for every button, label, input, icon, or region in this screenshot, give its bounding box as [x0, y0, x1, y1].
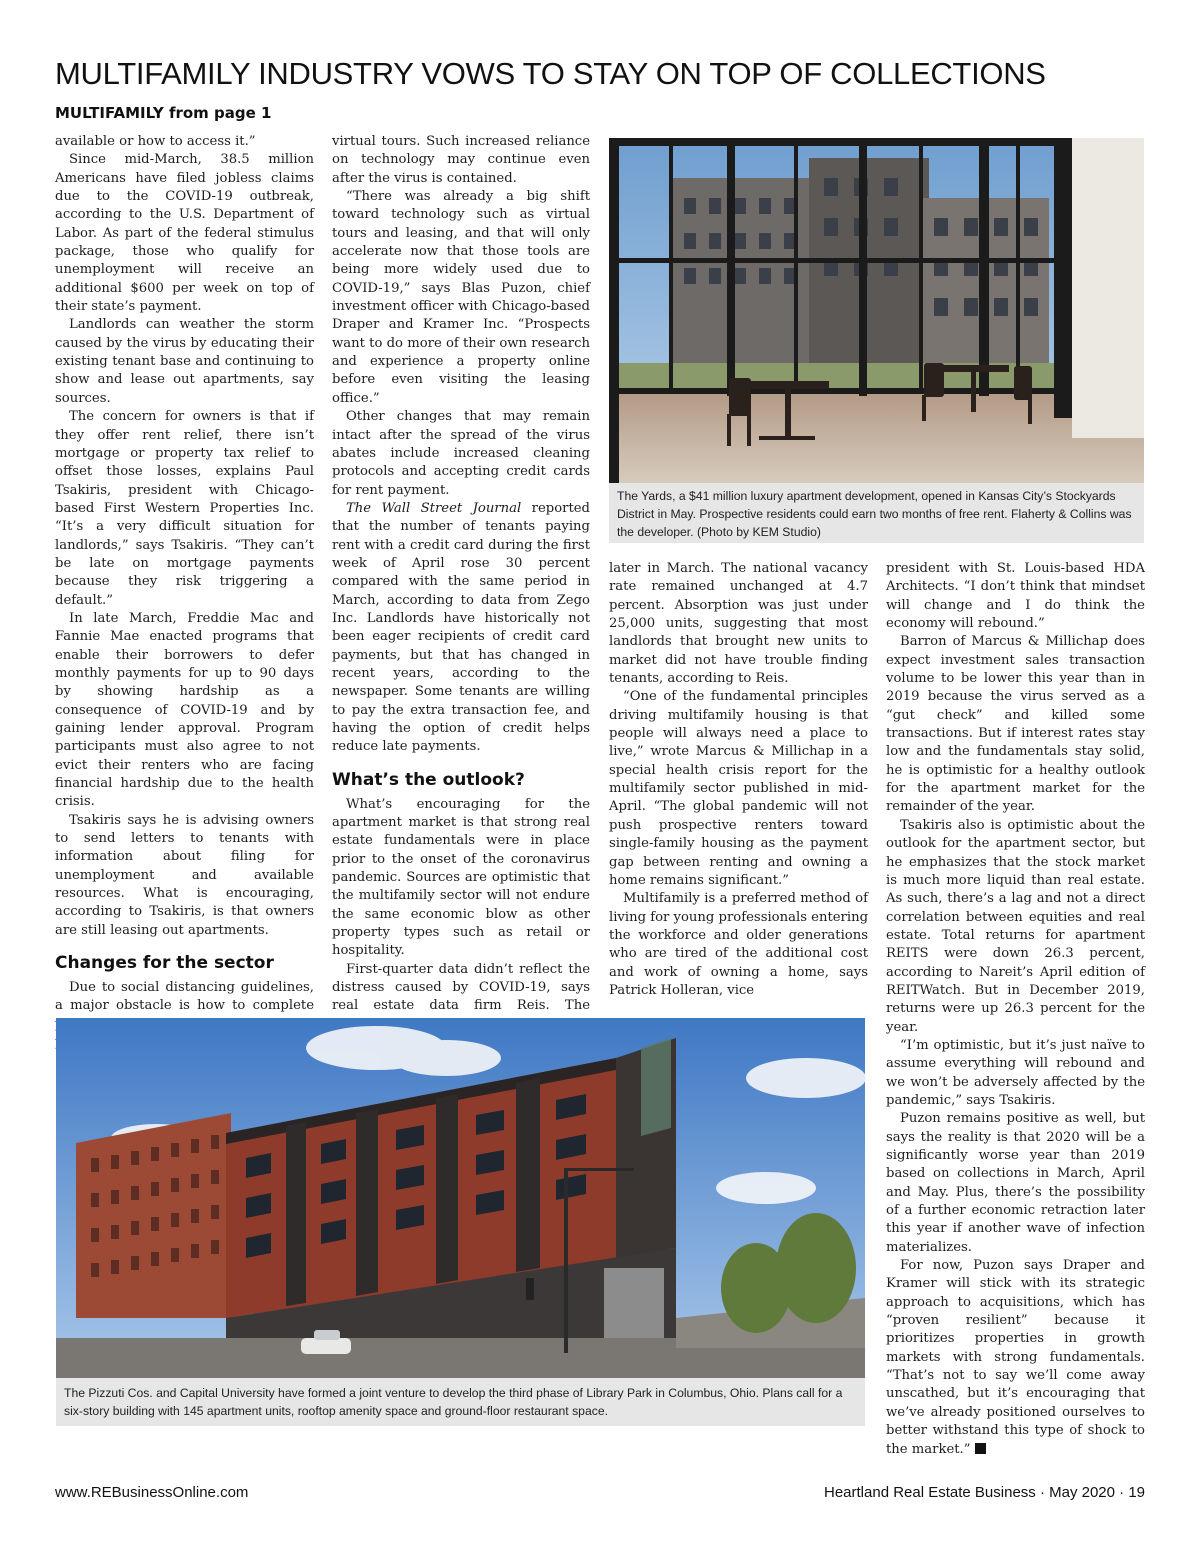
article-column-1 — [55, 133, 314, 1013]
photo-the-yards — [609, 138, 1144, 483]
paragraph-text: For now, Puzon says Draper and Kramer will stick with its strategic approach to acquisitions, which has “proven resilient” because it prioritizes properties in growth markets with strong fundamentals. “That’s not to say we’ll come away unscathed, but it’s encouraging that we’ve already positioned ourselves to better withstand this type of shock to the market.” — [886, 1258, 1145, 1457]
photo-library-park-rendering — [56, 1018, 865, 1378]
paragraph: What’s encouraging for the apartment market is that strong real estate fundamentals were in place prior to the onset of the coronavirus pandemic. Sources are optimistic that the multifamily sector will not endure the same economic blow as other property types such as retail or hospitality. — [332, 796, 590, 959]
paragraph: “One of the fundamental principles driving multifamily housing is that people will always need a place to live,” wrote Marcus & Millichap in a special health crisis report for the multifamily sector published in mid-April. “The global pandemic will not push prospective renters toward single-family housing as the payment gap between renting and owning a home remains significant.” — [609, 689, 868, 888]
paragraph: Tsakiris says he is advising owners to send letters to tenants with information about filing for unemployment and available resources. What is encouraging, according to Tsakiris, is that owners are still leasing out apartments. — [55, 812, 314, 938]
paragraph: Barron of Marcus & Millichap does expect investment sales transaction volume to be lower this year than in 2019 because the virus served as a “gut check” and killed some transactions. But if interest rates stay low and the fundamentals stay solid, he is optimistic for a healthy outlook for the apartment market for the remainder of the year. — [886, 634, 1145, 815]
article-column-2 — [332, 133, 590, 1013]
paragraph: Landlords can weather the storm caused by the virus by educating their existing tenant base and continuing to show and lease out apartments, say sources. — [55, 317, 314, 406]
paragraph: Multifamily is a preferred method of living for young professionals entering the workforce and older generations who are tired of the additional cost and work of owning a home, says Patrick Holleran, vice — [609, 891, 869, 998]
paragraph: Puzon remains positive as well, but says the reality is that 2020 will be a significantly worse year than 2019 based on collections in March, April and May. Plus, there’s the possibility of a further economic retraction later this year if another wave of infection materializes. — [886, 1111, 1145, 1255]
paragraph: Other changes that may remain intact after the spread of the virus abates include increased cleaning protocols and accepting credit cards for rent payment. — [332, 409, 590, 498]
photo-library-park-illustration — [56, 1018, 865, 1378]
paragraph: later in March. The national vacancy rate remained unchanged at 4.7 percent. Absorption was just under 25,000 units, suggesting that most landlords that brought new units to market did not have trouble finding tenants, according to Reis. — [609, 561, 868, 687]
article-column-3 — [609, 560, 868, 1010]
paragraph: In late March, Freddie Mac and Fannie Mae enacted programs that enable their borrowers to defer monthly payments for up to 90 days by showing hardship as a consequence of COVID-19 and by gaining lender approval. Program participants must also agree to not evict their renters who are facing financial hardship due to the health crisis. — [55, 610, 314, 810]
photo-the-yards-illustration — [609, 138, 1144, 483]
end-mark-icon — [975, 1443, 986, 1454]
paragraph: First-quarter data didn’t reflect the distress caused by COVID-19, says real estate data firm Reis. The — [332, 961, 590, 1014]
photo-caption-library-park: The Pizzuti Cos. and Capital University have formed a joint venture to develop the third phase of Library Park in Columbus, Ohio. Plans call for a six-story building with 145 apartment units, rooftop amenity space and ground-floor restaurant space. — [56, 1378, 865, 1426]
paragraph — [886, 1257, 1145, 1459]
section-heading-outlook: What’s the outlook? — [332, 769, 525, 790]
paragraph — [332, 500, 590, 757]
paragraph: “I’m optimistic, but it’s just naïve to assume everything will rebound and we won’t be adversely affected by the pandemic,” says Tsakiris. — [886, 1037, 1145, 1108]
paragraph: available or how to access it.” — [55, 134, 256, 149]
paragraph: Tsakiris also is optimistic about the outlook for the apartment sector, but he emphasizes that the stock market is much more liquid than real estate. As such, there’s a lag and not a direct correlation between equities and real estate. Total returns for apartment REITS were down 26.3 percent, according to Nareit’s April edition of REITWatch. But in December 2019, returns were up 26.3 percent for the year. — [886, 817, 1145, 1035]
paragraph-text: reported that the number of tenants paying rent with a credit card during the first week of April rose 30 percent compared with the same period in March, according to data from Zego Inc. Landlords have historically not been eager recipients of credit card payments, but that has changed in recent years, according to the newspaper. Some tenants are willing to pay the extra transaction fee, and having the option of credit helps reduce late payments. — [332, 500, 590, 755]
paragraph: Due to social distancing guidelines, a major obstacle is how to complete — [55, 980, 314, 1014]
paragraph: president with St. Louis-based HDA Architects. “I don’t think that mindset will change and I do think the economy will rebound.” — [886, 561, 1145, 632]
paragraph: “There was already a big shift toward technology such as virtual tours and leasing, and that will only accelerate now that those tools are being more widely used due to COVID-19,” says Blas Puzon, chief investment officer with Chicago-based Draper and Kramer Inc. “Prospects want to do more of their own research and experience a property online before even visiting the leasing office.” — [332, 189, 590, 406]
paragraph: virtual tours. Such increased reliance on technology may continue even after the virus is contained. — [332, 134, 590, 186]
publication-name: The Wall Street Journal — [346, 500, 522, 516]
jump-line: MULTIFAMILY from page 1 — [55, 104, 272, 122]
paragraph: Since mid-March, 38.5 million Americans have filed jobless claims due to the COVID-19 outbreak, according to the U.S. Department of Labor. As part of the federal stimulus package, those who qualify for unemployment will receive an additional $600 per week on top of their state’s payment. — [55, 152, 314, 315]
section-heading-changes: Changes for the sector — [55, 953, 274, 974]
article-column-4 — [886, 560, 1145, 1470]
article-headline: MULTIFAMILY INDUSTRY VOWS TO STAY ON TOP OF COLLECTIONS — [55, 56, 1046, 91]
paragraph: The concern for owners is that if they offer rent relief, there isn’t mortgage or property tax relief to offset those losses, explains Paul Tsakiris, president with Chicago-based First Western Properties Inc. “It’s a very difficult situation for landlords,” says Tsakiris. “They can’t be late on mortgage payments because they risk triggering a default.” — [55, 409, 314, 608]
footer-website: www.REBusinessOnline.com — [55, 1484, 249, 1501]
footer-publication-info: Heartland Real Estate Business · May 2020 · 19 — [824, 1484, 1145, 1501]
photo-caption-the-yards: The Yards, a $41 million luxury apartment development, opened in Kansas City’s Stockyards District in May. Prospective residents could earn two months of free rent. Flaherty & Collins was the developer. (Photo by KEM Studio) — [609, 483, 1144, 543]
